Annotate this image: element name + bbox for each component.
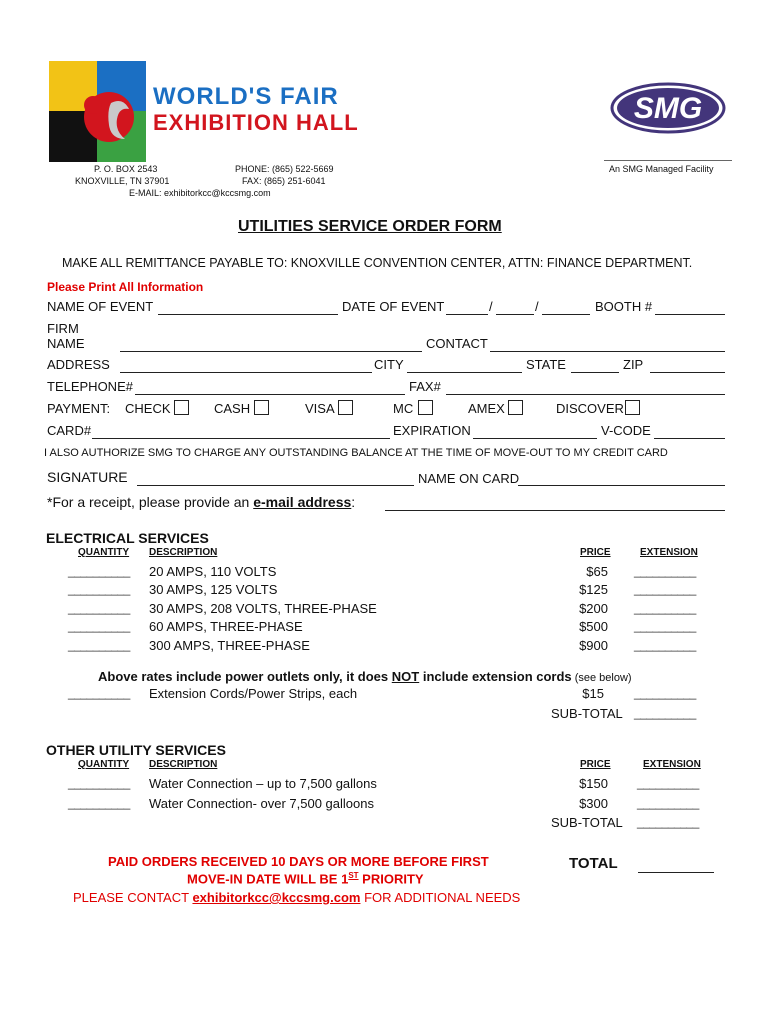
electrical-item-price: $200	[579, 601, 608, 616]
electrical-item-price: $500	[579, 619, 608, 634]
other-col-quantity: QUANTITY	[78, 759, 130, 770]
managed-facility-text: An SMG Managed Facility	[609, 164, 714, 174]
check-checkbox[interactable]	[174, 400, 189, 415]
check-label: CHECK	[125, 401, 171, 416]
remittance-notice: MAKE ALL REMITTANCE PAYABLE TO: KNOXVILLE CONVENTION CENTER, ATTN: FINANCE DEPARTMENT.	[62, 256, 693, 270]
electrical-subtotal-blank[interactable]: __________	[634, 706, 696, 720]
payment-label: PAYMENT:	[47, 401, 111, 416]
firm-name-label: NAME	[47, 336, 85, 351]
extension-cord-qty-blank[interactable]: __________	[68, 686, 130, 700]
amex-checkbox[interactable]	[508, 400, 523, 415]
authorize-text: I ALSO AUTHORIZE SMG TO CHARGE ANY OUTSTANDING BALANCE AT THE TIME OF MOVE-OUT TO MY CREDIT CARD	[44, 447, 668, 459]
other-ext-blank[interactable]: __________	[637, 796, 699, 810]
smg-underline	[604, 160, 732, 161]
other-subtotal-label: SUB-TOTAL	[551, 815, 623, 830]
electrical-ext-blank[interactable]: __________	[634, 564, 696, 578]
electrical-qty-blank[interactable]: __________	[68, 582, 130, 596]
electrical-item-description: 60 AMPS, THREE-PHASE	[149, 619, 303, 634]
discover-label: DISCOVER	[556, 401, 624, 416]
vcode-field[interactable]	[654, 438, 725, 439]
contact-email-link[interactable]: exhibitorkcc@kccsmg.com	[192, 890, 361, 905]
state-field[interactable]	[571, 372, 619, 373]
other-col-description: DESCRIPTION	[149, 759, 218, 770]
smg-logo	[610, 82, 726, 134]
discover-checkbox[interactable]	[625, 400, 640, 415]
po-box: P. O. BOX 2543	[94, 164, 158, 174]
fax-field[interactable]	[446, 394, 725, 395]
electrical-col-quantity: QUANTITY	[78, 547, 130, 558]
other-col-price: PRICE	[580, 759, 611, 770]
total-label: TOTAL	[569, 855, 618, 872]
state-label: STATE	[526, 357, 566, 372]
contact-notice-post: FOR ADDITIONAL NEEDS	[360, 890, 521, 905]
date-month-field[interactable]	[446, 314, 488, 315]
extension-cord-ext-blank[interactable]: __________	[634, 686, 696, 700]
visa-checkbox[interactable]	[338, 400, 353, 415]
extension-cords-note	[98, 669, 632, 684]
header-fax: FAX: (865) 251-6041	[242, 176, 326, 186]
fax-label: FAX#	[409, 379, 441, 394]
contact-notice-pre: PLEASE CONTACT	[73, 890, 193, 905]
other-ext-blank[interactable]: __________	[637, 776, 699, 790]
receipt-prompt-post: :	[351, 494, 356, 510]
note-not: NOT	[391, 669, 420, 684]
other-item-price: $300	[579, 796, 608, 811]
card-number-field[interactable]	[92, 438, 390, 439]
electrical-col-price: PRICE	[580, 547, 611, 558]
date-separator-1: /	[489, 299, 493, 314]
other-qty-blank[interactable]: __________	[68, 796, 130, 810]
contact-field[interactable]	[490, 351, 725, 352]
booth-label: BOOTH #	[595, 299, 653, 314]
electrical-qty-blank[interactable]: __________	[68, 564, 130, 578]
date-separator-2: /	[535, 299, 539, 314]
card-label: CARD#	[47, 423, 92, 438]
logo-title-line2: EXHIBITION HALL	[153, 110, 359, 135]
vcode-label: V-CODE	[601, 423, 651, 438]
visa-label: VISA	[305, 401, 335, 416]
electrical-ext-blank[interactable]: __________	[634, 619, 696, 633]
other-item-price: $150	[579, 776, 608, 791]
priority-line2-pre: MOVE-IN DATE WILL BE 1	[187, 871, 349, 887]
name-on-card-label: NAME ON CARD	[418, 471, 520, 486]
electrical-qty-blank[interactable]: __________	[68, 619, 130, 633]
header-phone: PHONE: (865) 522-5669	[235, 164, 334, 174]
zip-label: ZIP	[623, 357, 644, 372]
note-see-below: (see below)	[571, 672, 632, 684]
priority-line2-post: PRIORITY	[358, 871, 424, 887]
electrical-ext-blank[interactable]: __________	[634, 601, 696, 615]
mc-checkbox[interactable]	[418, 400, 433, 415]
electrical-qty-blank[interactable]: __________	[68, 601, 130, 615]
city-state-zip: KNOXVILLE, TN 37901	[75, 176, 170, 186]
print-notice: Please Print All Information	[47, 280, 204, 294]
receipt-email-emphasis: e-mail address	[253, 494, 352, 510]
electrical-item-description: 300 AMPS, THREE-PHASE	[149, 638, 310, 653]
other-item-description: Water Connection- over 7,500 galloons	[149, 796, 374, 811]
electrical-item-description: 20 AMPS, 110 VOLTS	[149, 564, 277, 579]
signature-label: SIGNATURE	[47, 469, 128, 485]
telephone-field[interactable]	[135, 394, 405, 395]
total-field[interactable]	[638, 872, 714, 873]
worlds-fair-logo-mark	[49, 61, 146, 162]
electrical-col-description: DESCRIPTION	[149, 547, 218, 558]
other-qty-blank[interactable]: __________	[68, 776, 130, 790]
extension-cord-description: Extension Cords/Power Strips, each	[149, 686, 358, 701]
contact-label: CONTACT	[426, 336, 488, 351]
date-year-field[interactable]	[542, 314, 590, 315]
other-subtotal-blank[interactable]: __________	[637, 815, 699, 829]
priority-notice-line1: PAID ORDERS RECEIVED 10 DAYS OR MORE BEFORE FIRST	[108, 854, 489, 869]
note-pre: Above rates include power outlets only, it does	[98, 669, 392, 684]
expiration-field[interactable]	[473, 438, 597, 439]
date-of-event-label: DATE OF EVENT	[342, 299, 445, 314]
name-on-card-field[interactable]	[518, 485, 725, 486]
electrical-ext-blank[interactable]: __________	[634, 582, 696, 596]
amex-label: AMEX	[468, 401, 505, 416]
electrical-item-price: $65	[586, 564, 608, 579]
expiration-label: EXPIRATION	[393, 423, 471, 438]
electrical-item-price: $125	[579, 582, 608, 597]
address-field[interactable]	[120, 372, 372, 373]
cash-label: CASH	[214, 401, 251, 416]
extension-cord-price: $15	[582, 686, 604, 701]
electrical-ext-blank[interactable]: __________	[634, 638, 696, 652]
signature-field[interactable]	[137, 485, 414, 486]
address-label: ADDRESS	[47, 357, 110, 372]
receipt-email-field[interactable]	[385, 510, 725, 511]
smg-logo-text: SMG	[633, 92, 703, 125]
priority-line2-sup: ST	[348, 871, 359, 880]
electrical-heading: ELECTRICAL SERVICES	[46, 530, 209, 546]
other-item-description: Water Connection – up to 7,500 gallons	[149, 776, 377, 791]
header-email: E-MAIL: exhibitorkcc@kccsmg.com	[129, 188, 271, 198]
form-title: UTILITIES SERVICE ORDER FORM	[238, 218, 502, 235]
booth-field[interactable]	[655, 314, 725, 315]
receipt-prompt-pre: *For a receipt, please provide an	[47, 494, 254, 510]
electrical-item-description: 30 AMPS, 208 VOLTS, THREE-PHASE	[149, 601, 377, 616]
priority-notice-line2	[187, 871, 424, 886]
electrical-item-price: $900	[579, 638, 608, 653]
electrical-subtotal-label: SUB-TOTAL	[551, 706, 623, 721]
date-day-field[interactable]	[496, 314, 534, 315]
name-of-event-label: NAME OF EVENT	[47, 299, 154, 314]
note-post: include extension cords	[419, 669, 572, 684]
logo-title-line1: WORLD'S FAIR	[153, 83, 339, 110]
contact-notice	[73, 890, 520, 905]
firm-name-field[interactable]	[120, 351, 422, 352]
city-field[interactable]	[407, 372, 522, 373]
electrical-item-description: 30 AMPS, 125 VOLTS	[149, 582, 278, 597]
telephone-label: TELEPHONE#	[47, 379, 133, 394]
other-heading: OTHER UTILITY SERVICES	[46, 742, 226, 758]
cash-checkbox[interactable]	[254, 400, 269, 415]
city-label: CITY	[374, 357, 404, 372]
other-col-extension: EXTENSION	[643, 759, 701, 770]
receipt-prompt	[47, 494, 355, 510]
zip-field[interactable]	[650, 372, 725, 373]
mc-label: MC	[393, 401, 414, 416]
name-of-event-field[interactable]	[158, 314, 338, 315]
electrical-qty-blank[interactable]: __________	[68, 638, 130, 652]
firm-label: FIRM	[47, 321, 79, 336]
electrical-col-extension: EXTENSION	[640, 547, 698, 558]
